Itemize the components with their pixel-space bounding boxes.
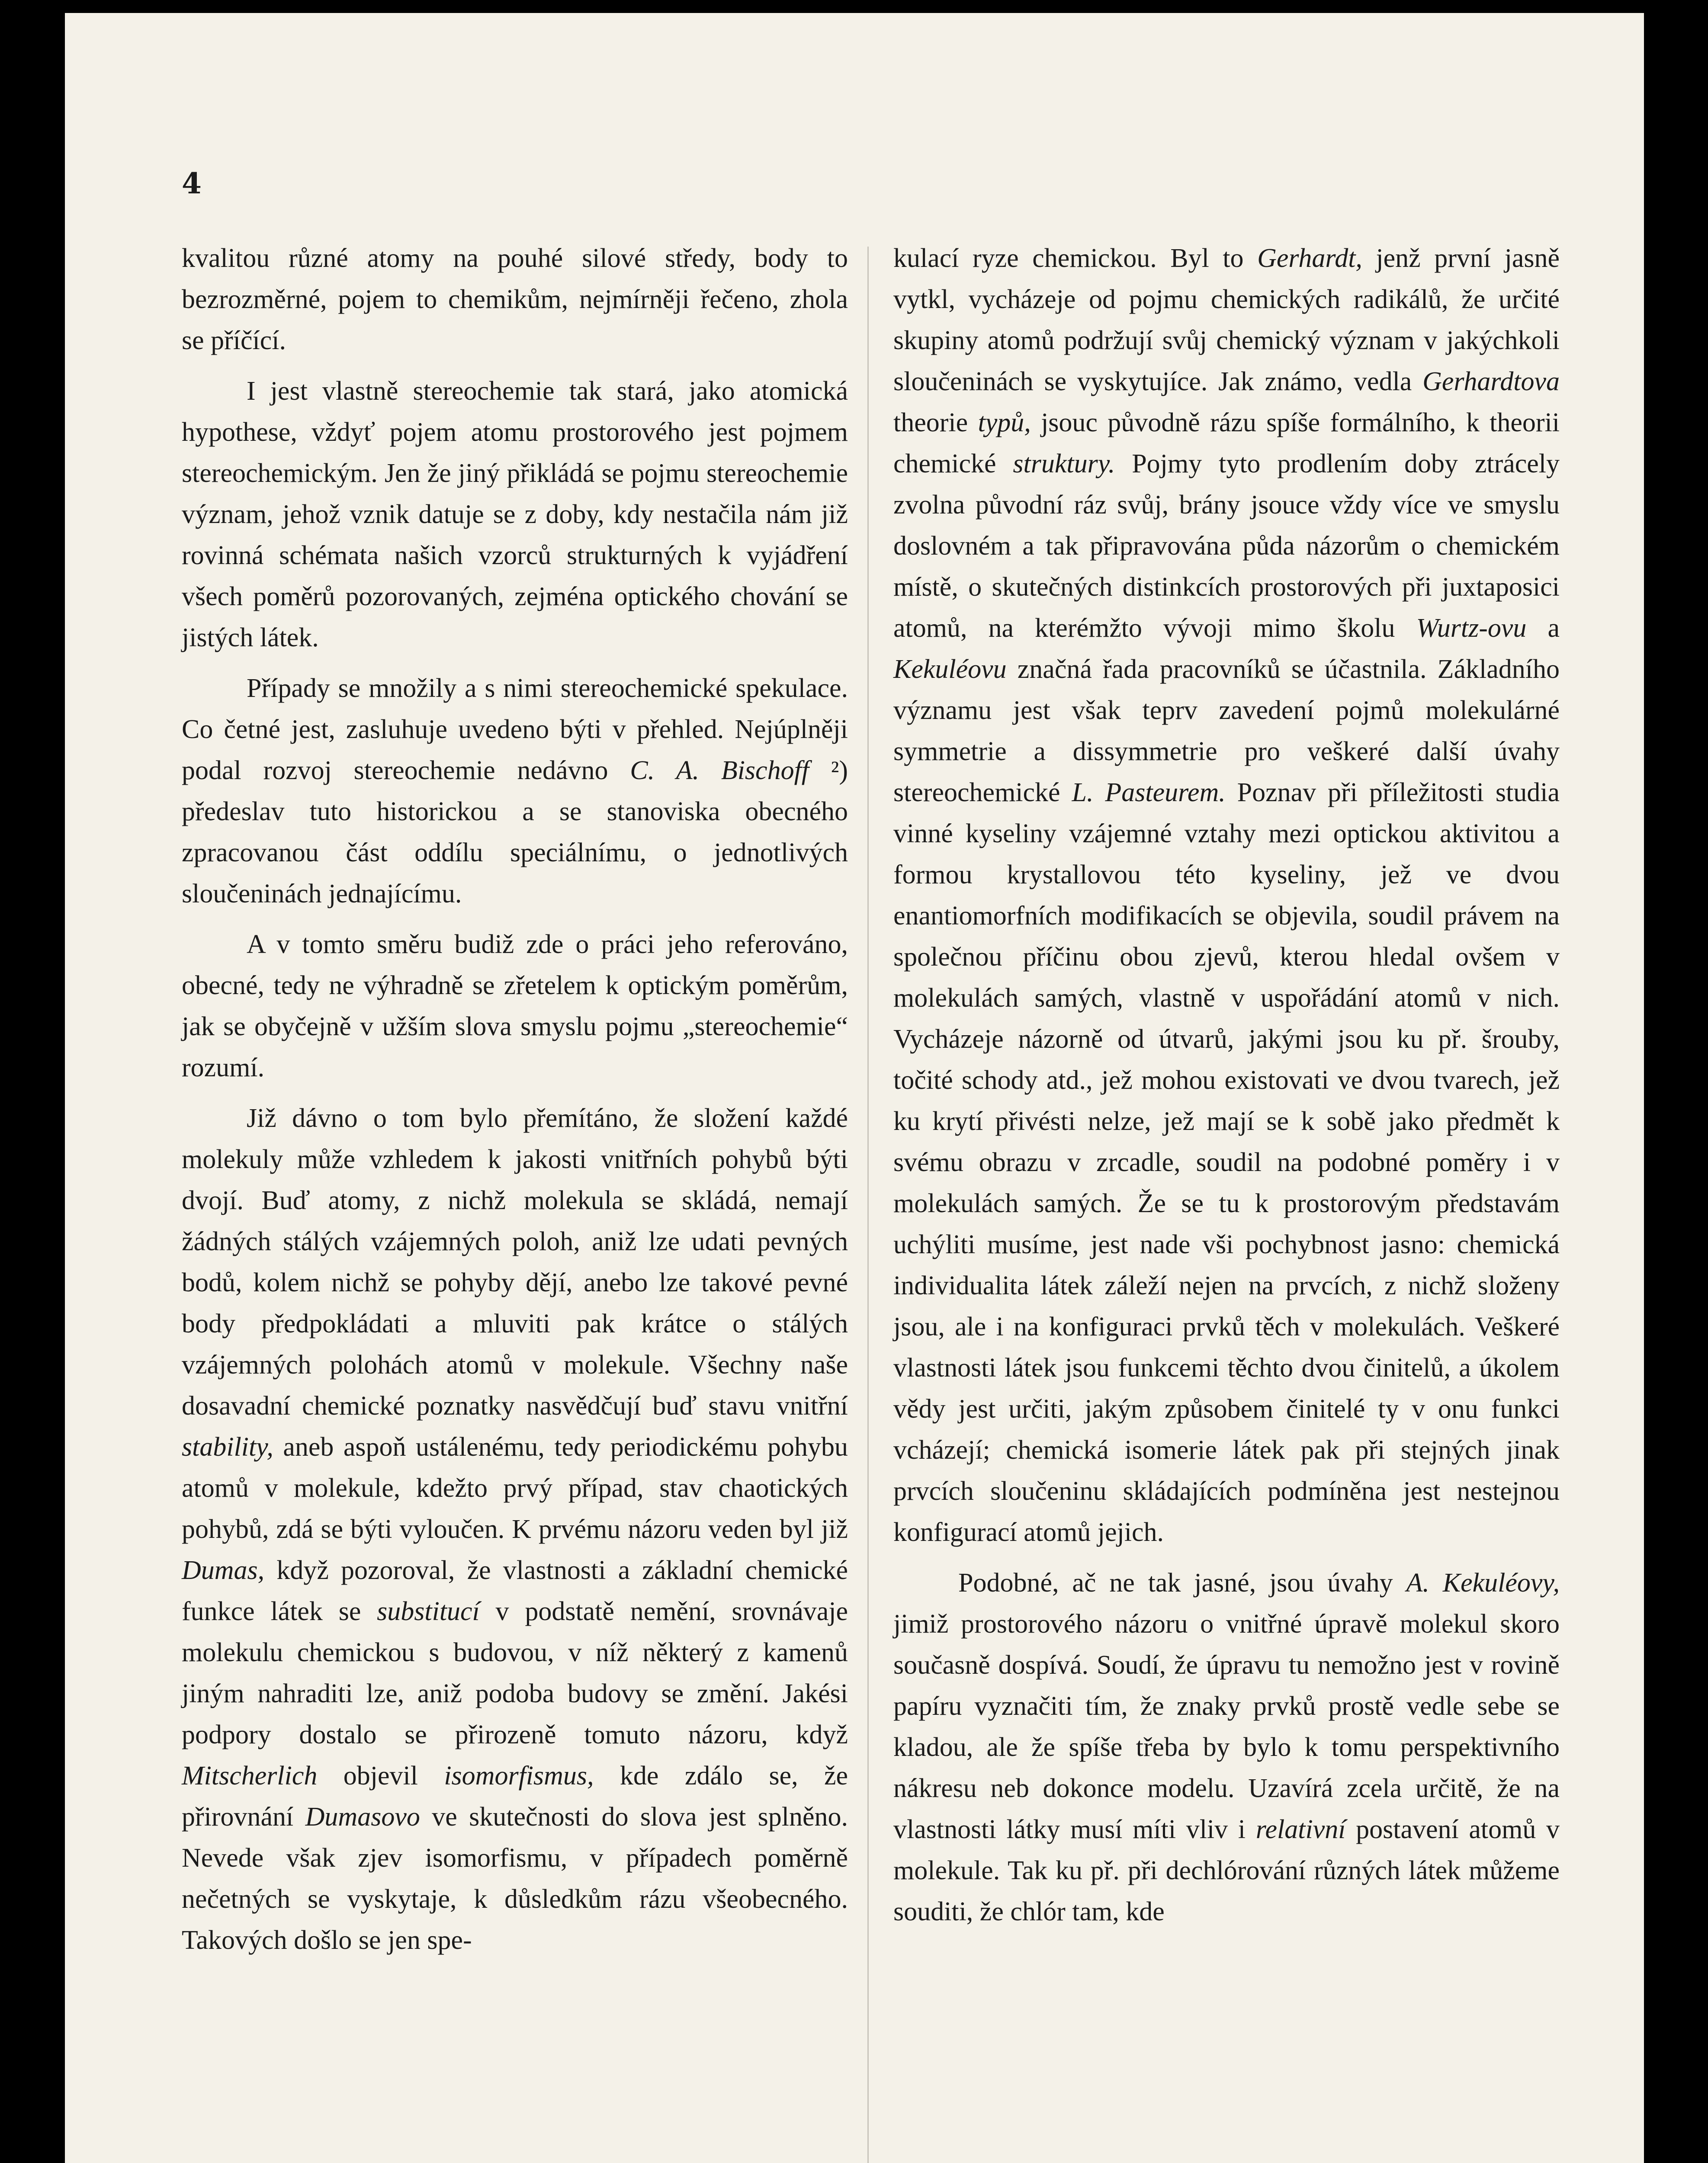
paragraph: A v tomto směru budiž zde o práci jeho referováno, obecné, tedy ne výhradně se zřetelem k optickým poměrům, jak se obyčejně v užším slova smyslu pojmu „stereochemie“ rozumí. [182, 930, 848, 1082]
right-column [893, 238, 1560, 1932]
paragraph: Případy se množily a s nimi stereochemické spekulace. Co četné jest, zasluhuje uvedeno býti v přehled. Nejúplněji podal rozvoj stereochemie nedávno C. A. Bischoff ²) předeslav tuto historickou a se stanoviska obecného zpracovanou část oddílu speciálnímu, o jednotlivých sloučeninách jednajícímu. [182, 674, 848, 908]
paragraph: kulací ryze chemickou. Byl to Gerhardt, jenž první jasně vytkl, vycházeje od pojmu chemických radikálů, že určité skupiny atomů podržují svůj chemický význam v jakýchkoli sloučeninách se vyskytujíce. Jak známo, vedla Gerhardtova theorie typů, jsouc původně rázu spíše formálního, k theorii chemické struktury. Pojmy tyto prodlením doby ztrácely zvolna původní ráz svůj, brány jsouce vždy více ve smyslu doslovném a tak připravována půda názorům o chemickém místě, o skutečných distinkcích prostorových při juxtaposici atomů, na kterémžto vývoji mimo školu Wurtz-ovu a Kekuléovu značná řada pracovníků se účastnila. Základního významu jest však teprv zavedení pojmů molekulárné symmetrie a dissymmetrie pro veškeré další úvahy stereochemické L. Pasteurem. Poznav při příležitosti studia vinné kyseliny vzájemné vztahy mezi optickou aktivitou a formou krystallovou této kyseliny, jež ve dvou enantiomorfních modifikacích se objevila, soudil právem na společnou příčinu obou zjevů, kterou hledal ovšem v molekulách samých, vlastně v uspořádání atomů v nich. Vycházeje názorně od útvarů, jakými jsou ku př. šrouby, točité schody atd., jež mohou existovati ve dvou tvarech, jež ku krytí přivésti nelze, jež mají se k sobě jako předmět k svému obrazu v zrcadle, soudil na podobné poměry i v molekulách samých. Že se tu k prostorovým představám uchýliti musíme, jest nade vši pochybnost jasno: chemická individualita látek záleží nejen na prvcích, z nichž složeny jsou, ale i na konfiguraci prvků těch v molekulách. Veškeré vlastnosti látek jsou funkcemi těchto dvou činitelů, a úkolem vědy jest určiti, jakým způsobem činitelé ty v onu funkci vcházejí; chemická isomerie látek pak při stejných jinak prvcích sloučeninu skládajících podmíněna jest nestejnou konfigurací atomů jejich. [893, 244, 1560, 1547]
paragraph: kvalitou různé atomy na pouhé silové středy, body to bezrozměrné, pojem to chemikům, nejmírněji řečeno, zhola se příčící. [182, 244, 848, 355]
page-sheet [65, 13, 1644, 2163]
paragraph: Již dávno o tom bylo přemítáno, že složení každé molekuly může vzhledem k jakosti vnitřních pohybů býti dvojí. Buď atomy, z nichž molekula se skládá, nemají žádných stálých vzájemných poloh, aniž lze udati pevných bodů, kolem nichž se pohyby dějí, anebo lze takové pevné body předpokládati a mluviti pak krátce o stálých vzájemných polohách atomů v molekule. Všechny naše dosavadní chemické poznatky nasvědčují buď stavu vnitřní stability, aneb aspoň ustálenému, tedy periodickému pohybu atomů v molekule, kdežto prvý případ, stav chaotických pohybů, zdá se býti vyloučen. K prvému názoru veden byl již Dumas, když pozoroval, že vlastnosti a základní chemické funkce látek se substitucí v podstatě nemění, srovnávaje molekulu chemickou s budovou, v níž některý z kamenů jiným nahraditi lze, aniž podoba budovy se změní. Jakési podpory dostalo se přirozeně tomuto názoru, když Mitscherlich objevil isomorfismus, kde zdálo se, že přirovnání Dumasovo ve skutečnosti do slova jest splněno. Nevede však zjev isomorfismu, v případech poměrně nečetných se vyskytaje, k důsledkům rázu všeobecného. Takových došlo se jen spe- [182, 1104, 848, 1955]
left-column [182, 238, 848, 1961]
paragraph: I jest vlastně stereochemie tak stará, jako atomická hypothese, vždyť pojem atomu prostorového jest pojmem stereochemickým. Jen že jiný přikládá se pojmu stereochemie význam, jehož vznik datuje se z doby, kdy nestačila nám již rovinná schémata našich vzorců strukturných k vyjádření všech poměrů pozorovaných, zejména optického chování se jistých látek. [182, 376, 848, 652]
page-number: 4 [182, 167, 202, 200]
paragraph: Podobné, ač ne tak jasné, jsou úvahy A. Kekuléovy, jimiž prostorového názoru o vnitřné úpravě molekul skoro současně dospívá. Soudí, že úpravu tu nemožno jest v rovině papíru vyznačiti tím, že znaky prvků prostě vedle sebe se kladou, ale že spíše třeba by bylo k tomu perspektivního nákresu neb dokonce modelu. Uzavírá zcela určitě, že na vlastnosti látky musí míti vliv i relativní postavení atomů v molekule. Tak ku př. při dechlórování různých látek můžeme souditi, že chlór tam, kde [893, 1568, 1560, 1926]
column-divider [867, 247, 869, 2163]
